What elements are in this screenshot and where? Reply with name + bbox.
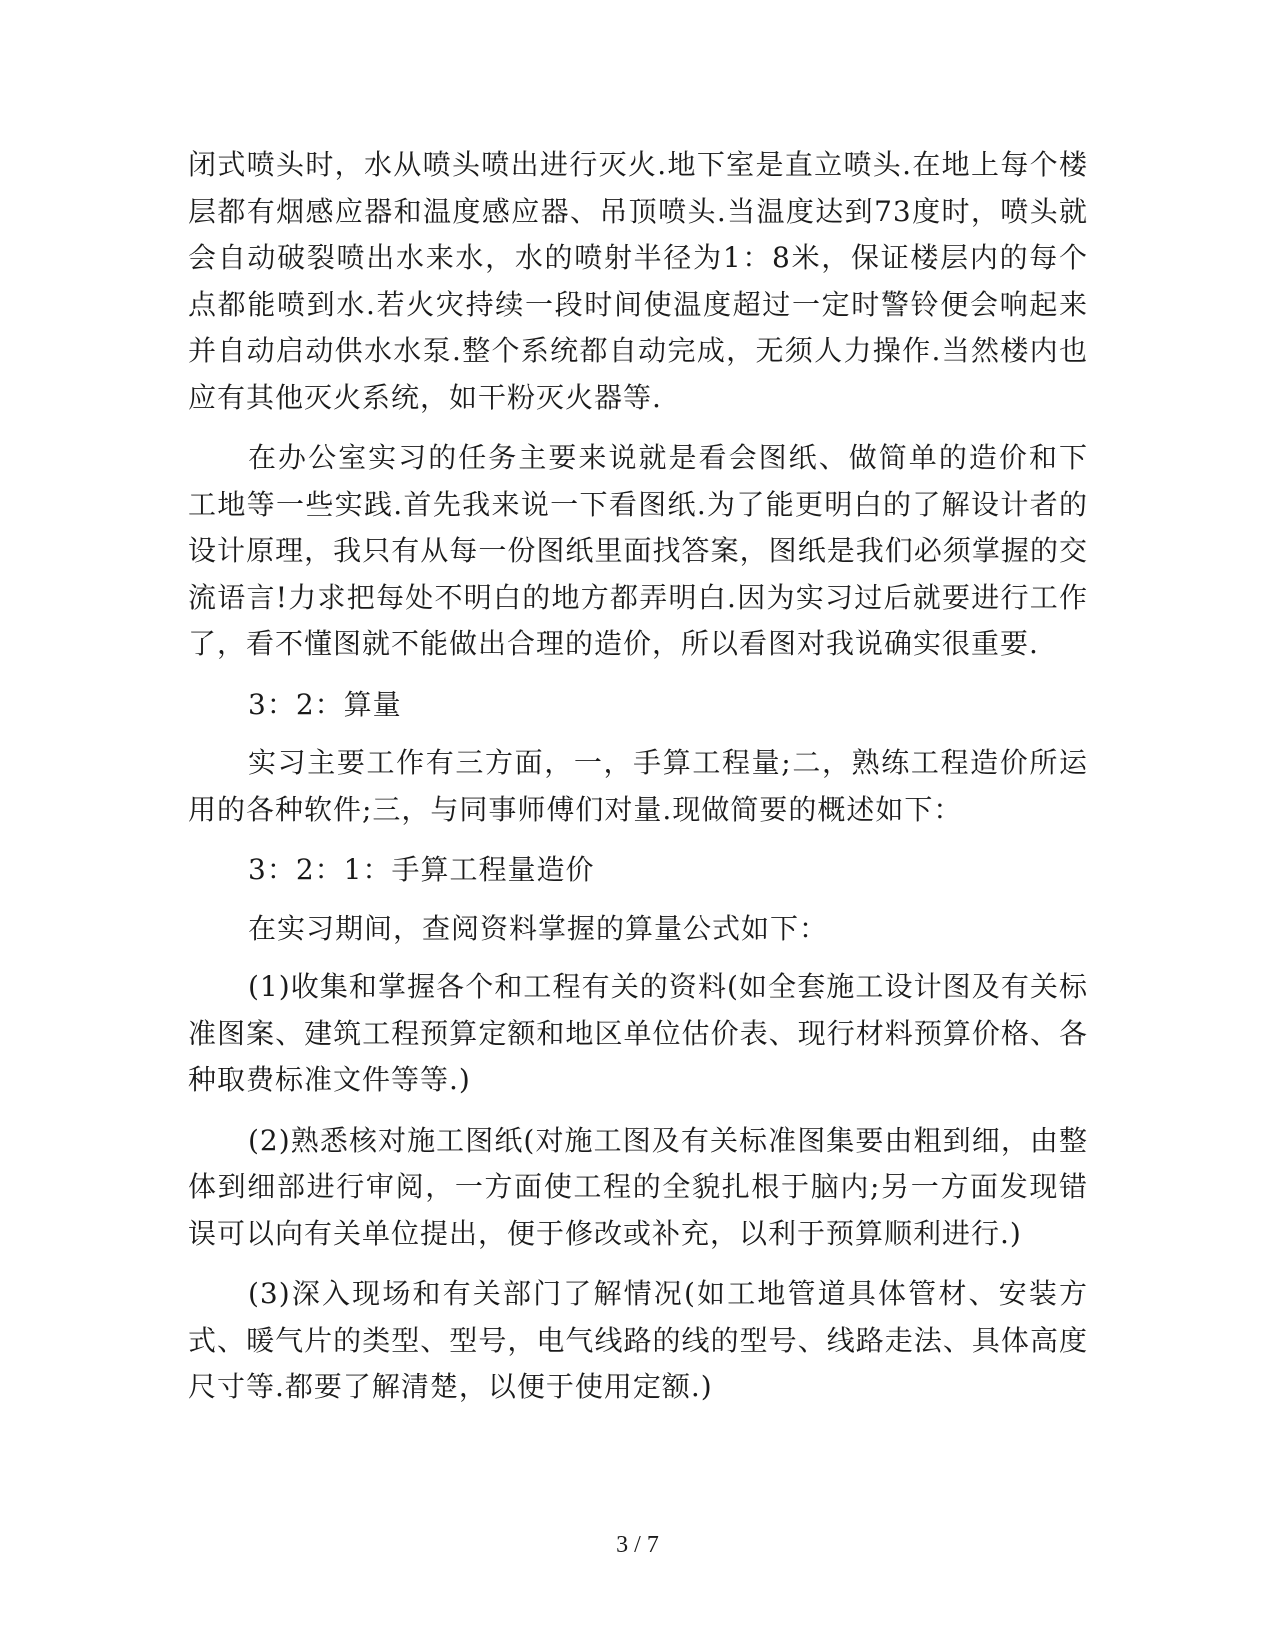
list-item-2: (2)熟悉核对施工图纸(对施工图及有关标准图集要由粗到细，由整体到细部进行审阅，一方面使工程的全貌扎根于脑内;另一方面发现错误可以向有关单位提出，便于修改或补充，以利于预算顺利进行.) <box>188 1123 1088 1250</box>
section-heading-manual-calc: 3：2：1：手算工程量造价 <box>248 853 595 886</box>
paragraph-main-work: 实习主要工作有三方面，一，手算工程量;二，熟练工程造价所运用的各种软件;三，与同事师傅们对量.现做简要的概述如下： <box>188 746 1088 826</box>
list-item-1: (1)收集和掌握各个和工程有关的资料(如全套施工设计图及有关标准图案、建筑工程预算定额和地区单位估价表、现行材料预算价格、各种取费标准文件等等.) <box>188 970 1088 1096</box>
page-number: 3 / 7 <box>616 1532 659 1558</box>
paragraph-office-internship: 在办公室实习的任务主要来说就是看会图纸、做简单的造价和下工地等一些实践.首先我来说一下看图纸.为了能更明白的了解设计者的设计原理，我只有从每一份图纸里面找答案，图纸是我们必须掌握的交流语言!力求把每处不明白的地方都弄明白.因为实习过后就要进行工作了，看不懂图就不能做出合理的造价，所以看图对我说确实很重要. <box>188 441 1088 660</box>
paragraph-sprinkler-system: 闭式喷头时，水从喷头喷出进行灭火.地下室是直立喷头.在地上每个楼层都有烟感应器和温度感应器、吊顶喷头.当温度达到73度时，喷头就会自动破裂喷出水来水，水的喷射半径为1：8米，保证楼层内的每个点都能喷到水.若火灾持续一段时间使温度超过一定时警铃便会响起来并自动启动供水水泵.整个系统都自动完成，无须人力操作.当然楼内也应有其他灭火系统，如干粉灭火器等. <box>188 148 1088 414</box>
paragraph-formula-intro: 在实习期间，查阅资料掌握的算量公式如下： <box>248 911 829 945</box>
document-body <box>188 142 1088 1411</box>
list-item-3: (3)深入现场和有关部门了解情况(如工地管道具体管材、安装方式、暖气片的类型、型号，电气线路的线的型号、线路走法、具体高度尺寸等.都要了解清楚，以便于使用定额.) <box>188 1277 1088 1403</box>
section-heading-quantity-calc: 3：2：算量 <box>248 687 402 721</box>
